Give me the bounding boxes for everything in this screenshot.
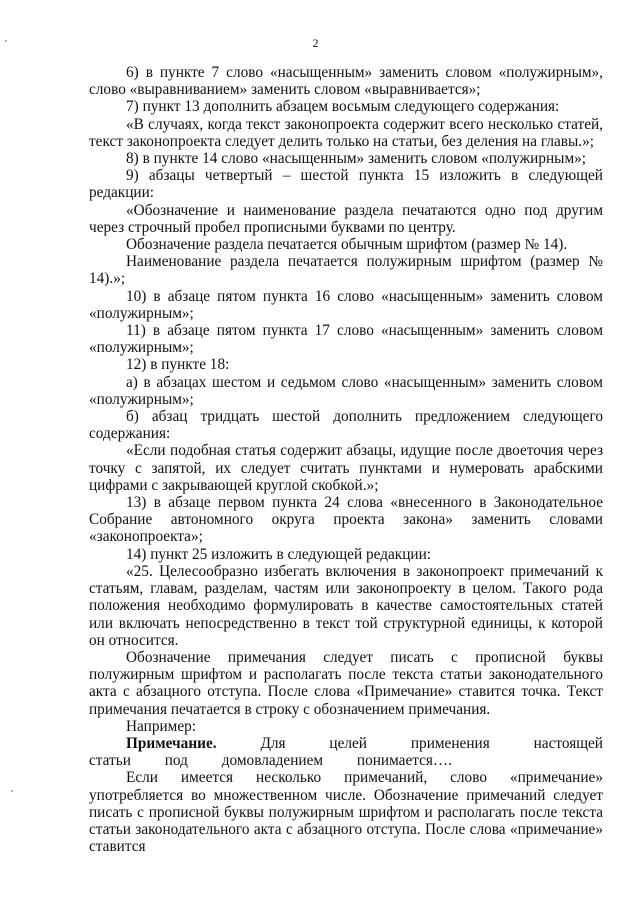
margin-mark	[5, 40, 7, 42]
paragraph: 9) абзацы четвертый – шестой пункта 15 изложить в следующей редакции:	[89, 167, 603, 202]
paragraph: «В случаях, когда текст законопроекта содержит всего несколько статей, текст законопроекта следует делить только на статьи, без деления на главы.»;	[89, 115, 603, 150]
example-text: Для целей применения настоящей статьи под домовладением понимается….	[89, 734, 603, 770]
paragraph: «Если подобная статья содержит абзацы, идущие после двоеточия через точку с запятой, их следует считать пунктами и нумеровать арабскими цифрами с закрывающей круглой скобкой.»;	[89, 442, 603, 494]
paragraph: 14) пункт 25 изложить в следующей редакции:	[126, 545, 432, 563]
example-paragraph	[89, 735, 603, 769]
paragraph: б) абзац тридцать шестой дополнить предложением следующего содержания:	[89, 408, 603, 443]
paragraph: Обозначение раздела печатается обычным шрифтом (размер № 14).	[126, 236, 568, 254]
paragraph: 13) в абзаце первом пункта 24 слова «внесенного в Законодательное Собрание автономного округа проекта закона» заменить словами «законопроекта»;	[89, 494, 603, 546]
margin-mark	[11, 790, 13, 792]
paragraph: Если имеется несколько примечаний, слово «примечание» употребляется во множественном числе. Обозначение примечаний следует писать с прописной буквы полужирным шрифтом и располагать после текста статьи законодательного акта с абзацного отступа. После слова «примечание» ставится	[89, 769, 603, 856]
paragraph: Например:	[126, 717, 197, 735]
paragraph: 7) пункт 13 дополнить абзацем восьмым следующего содержания:	[126, 98, 560, 116]
paragraph: 11) в абзаце пятом пункта 17 слово «насыщенным» заменить словом «полужирным»;	[89, 322, 603, 357]
document-body	[89, 64, 603, 855]
paragraph: а) в абзацах шестом и седьмом слово «насыщенным» заменить словом «полужирным»;	[89, 373, 603, 408]
paragraph: 10) в абзаце пятом пункта 16 слово «насыщенным» заменить словом «полужирным»;	[89, 287, 603, 322]
paragraph: «25. Целесообразно избегать включения в законопроект примечаний к статьям, главам, разделам, частям или законопроекту в целом. Такого рода положения необходимо формулировать в качестве самостоятельных статей или включать непосредственно в текст той структурной единицы, к которой он относится.	[89, 562, 603, 649]
example-label: Примечание.	[126, 734, 217, 752]
paragraph: 12) в пункте 18:	[126, 356, 230, 374]
paragraph: 6) в пункте 7 слово «насыщенным» заменить словом «полужирным», слово «выравниванием» заменить словом «выравнивается»;	[89, 64, 603, 99]
paragraph: «Обозначение и наименование раздела печатаются одно под другим через строчный пробел прописными буквами по центру.	[89, 201, 603, 236]
paragraph: Обозначение примечания следует писать с прописной буквы полужирным шрифтом и располагать после текста статьи законодательного акта с абзацного отступа. После слова «Примечание» ставится точка. Текст примечания печатается в строку с обозначением примечания.	[89, 648, 603, 718]
paragraph: 8) в пункте 14 слово «насыщенным» заменить словом «полужирным»;	[126, 150, 587, 168]
page-number: 2	[312, 36, 319, 50]
paragraph: Наименование раздела печатается полужирным шрифтом (размер № 14).»;	[89, 253, 603, 288]
